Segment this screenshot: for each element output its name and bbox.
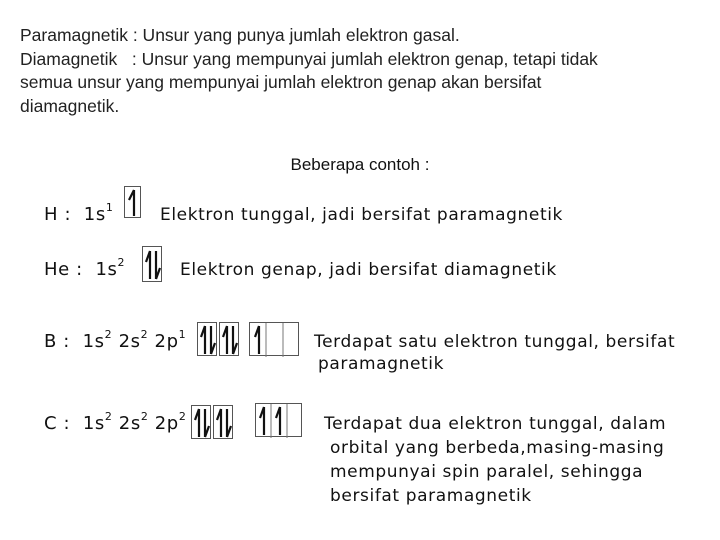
c-2p-boxes	[255, 403, 302, 437]
spin-pair-arrow-icon	[198, 323, 218, 357]
b-2p: 2p	[154, 331, 179, 352]
b-1s: 1s	[82, 331, 105, 352]
paramagnetik-definition: Paramagnetik : Unsur yang punya jumlah elektron gasal.	[20, 25, 460, 45]
spin-pair-arrow-icon	[192, 406, 212, 440]
h-orbital-box	[124, 186, 141, 218]
c-1s: 1s	[82, 413, 105, 434]
c-1s-box	[191, 405, 211, 439]
b-description-line1: Terdapat satu elektron tunggal, bersifat	[314, 332, 676, 352]
c-description-line1: Terdapat dua elektron tunggal, dalam	[324, 414, 667, 434]
c-description-line3: mempunyai spin paralel, sehingga	[330, 462, 644, 482]
he-orbital: 1s	[95, 259, 118, 280]
c-2s-sup: 2	[140, 410, 149, 423]
spin-up-arrow-icon	[256, 404, 303, 438]
c-config	[44, 410, 187, 434]
h-description: Elektron tunggal, jadi bersifat paramagnetik	[160, 205, 563, 225]
spin-up-arrow-icon	[125, 187, 142, 219]
diamagnetik-definition-line2: semua unsur yang mempunyai jumlah elektron genap akan bersifat	[20, 72, 542, 92]
spin-pair-arrow-icon	[220, 323, 240, 357]
diamagnetik-definition-line3: diamagnetik.	[20, 95, 120, 116]
c-2s: 2s	[118, 413, 141, 434]
c-label: C :	[44, 413, 71, 434]
b-2s-box	[219, 322, 239, 356]
spin-pair-arrow-icon	[214, 406, 234, 440]
h-label: H :	[44, 204, 72, 225]
he-label: He :	[44, 259, 83, 280]
c-2p-sup: 2	[178, 410, 187, 423]
b-2s-sup: 2	[140, 328, 149, 341]
b-description-line2: paramagnetik	[318, 354, 445, 374]
he-orbital-sup: 2	[117, 256, 126, 269]
b-2p-sup: 1	[178, 328, 187, 341]
c-2p: 2p	[154, 413, 179, 434]
c-description-line2: orbital yang berbeda,masing-masing	[330, 438, 665, 458]
spin-up-arrow-icon	[250, 323, 300, 357]
he-config	[44, 256, 126, 280]
b-2p-boxes	[249, 322, 299, 356]
examples-heading: Beberapa contoh :	[290, 155, 430, 174]
spin-pair-arrow-icon	[143, 247, 163, 283]
c-description-line4: bersifat paramagnetik	[330, 486, 532, 506]
b-config	[44, 328, 187, 352]
h-orbital: 1s	[83, 204, 106, 225]
he-orbital-box	[142, 246, 162, 282]
h-config	[44, 201, 114, 225]
b-label: B :	[44, 331, 70, 352]
b-1s-box	[197, 322, 217, 356]
c-2s-box	[213, 405, 233, 439]
diamagnetik-definition-line1: Diamagnetik : Unsur yang mempunyai jumlah elektron genap, tetapi tidak	[20, 48, 598, 69]
b-1s-sup: 2	[104, 328, 113, 341]
c-1s-sup: 2	[104, 410, 113, 423]
h-orbital-sup: 1	[105, 201, 114, 214]
he-description: Elektron genap, jadi bersifat diamagnetik	[180, 260, 557, 280]
definitions	[20, 24, 710, 118]
b-2s: 2s	[118, 331, 141, 352]
